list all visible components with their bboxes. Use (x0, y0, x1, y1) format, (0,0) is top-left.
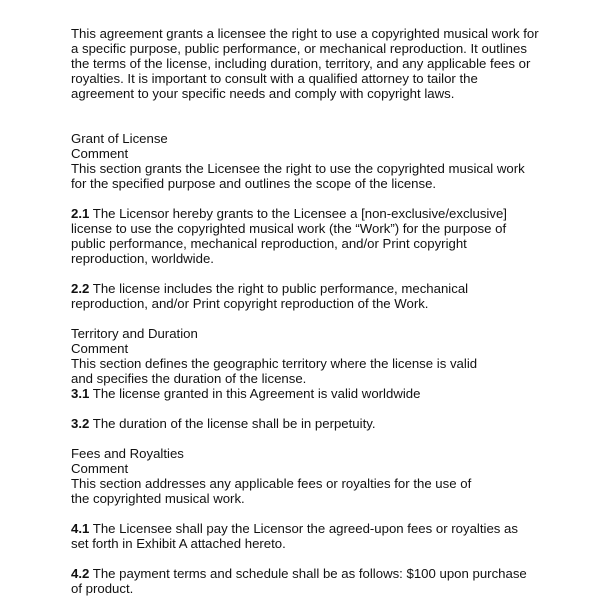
spacer (71, 101, 571, 131)
document-page (71, 26, 571, 596)
clause-number: 4.1 (71, 521, 90, 536)
clause-3-1 (71, 386, 571, 401)
clause-number: 3.1 (71, 386, 90, 401)
clause-number: 3.2 (71, 416, 90, 431)
intro-paragraph: This agreement grants a licensee the right to use a copyrighted musical work for a specific purpose, public performance, or mechanical reproduction. It outlines the terms of the license, including duration, territory, and any applicable fees or royalties. It is important to consult with a qualified attorney to tailor the agreement to your specific needs and comply with copyright laws. (71, 26, 539, 101)
section-heading: Fees and Royalties (71, 446, 184, 461)
section-grant-of-license (71, 131, 571, 311)
comment-label: Comment (71, 461, 129, 476)
clause-text: The license granted in this Agreement is valid worldwide (92, 386, 421, 401)
section-description: This section grants the Licensee the right to use the copyrighted musical work for the specified purpose and outlines the scope of the license. (71, 161, 525, 191)
clause-3-2 (71, 416, 571, 431)
clause-text: The payment terms and schedule shall be as follows: $100 upon purchase of product. (71, 566, 527, 596)
clause-text: The license includes the right to public performance, mechanical reproduction, and/or Print copyright reproduction of the Work. (71, 281, 469, 311)
section-fees-and-royalties (71, 446, 571, 596)
clause-text: The Licensee shall pay the Licensor the agreed-upon fees or royalties as set forth in Exhibit A attached hereto. (71, 521, 518, 551)
comment-label: Comment (71, 341, 129, 356)
clause-2-1 (71, 206, 511, 266)
section-heading: Territory and Duration (71, 326, 198, 341)
clause-number: 2.1 (71, 206, 90, 221)
section-description: This section addresses any applicable fees or royalties for the use of the copyrighted musical work. (71, 476, 472, 506)
clause-text: The Licensor hereby grants to the Licensee a [non-exclusive/exclusive] license to use the copyrighted musical work (the “Work”) for the purpose of public performance, mechanical reproduction, and/or Print copyright reproduction, worldwide. (71, 206, 507, 266)
section-territory-and-duration (71, 326, 571, 431)
section-heading: Grant of License (71, 131, 168, 146)
clause-4-2 (71, 566, 533, 596)
clause-number: 2.2 (71, 281, 90, 296)
comment-label: Comment (71, 146, 129, 161)
clause-2-2 (71, 281, 471, 311)
section-description: This section defines the geographic territory where the license is valid and specifies the duration of the license. (71, 356, 478, 386)
clause-number: 4.2 (71, 566, 90, 581)
clause-4-1 (71, 521, 533, 551)
clause-text: The duration of the license shall be in perpetuity. (92, 416, 376, 431)
